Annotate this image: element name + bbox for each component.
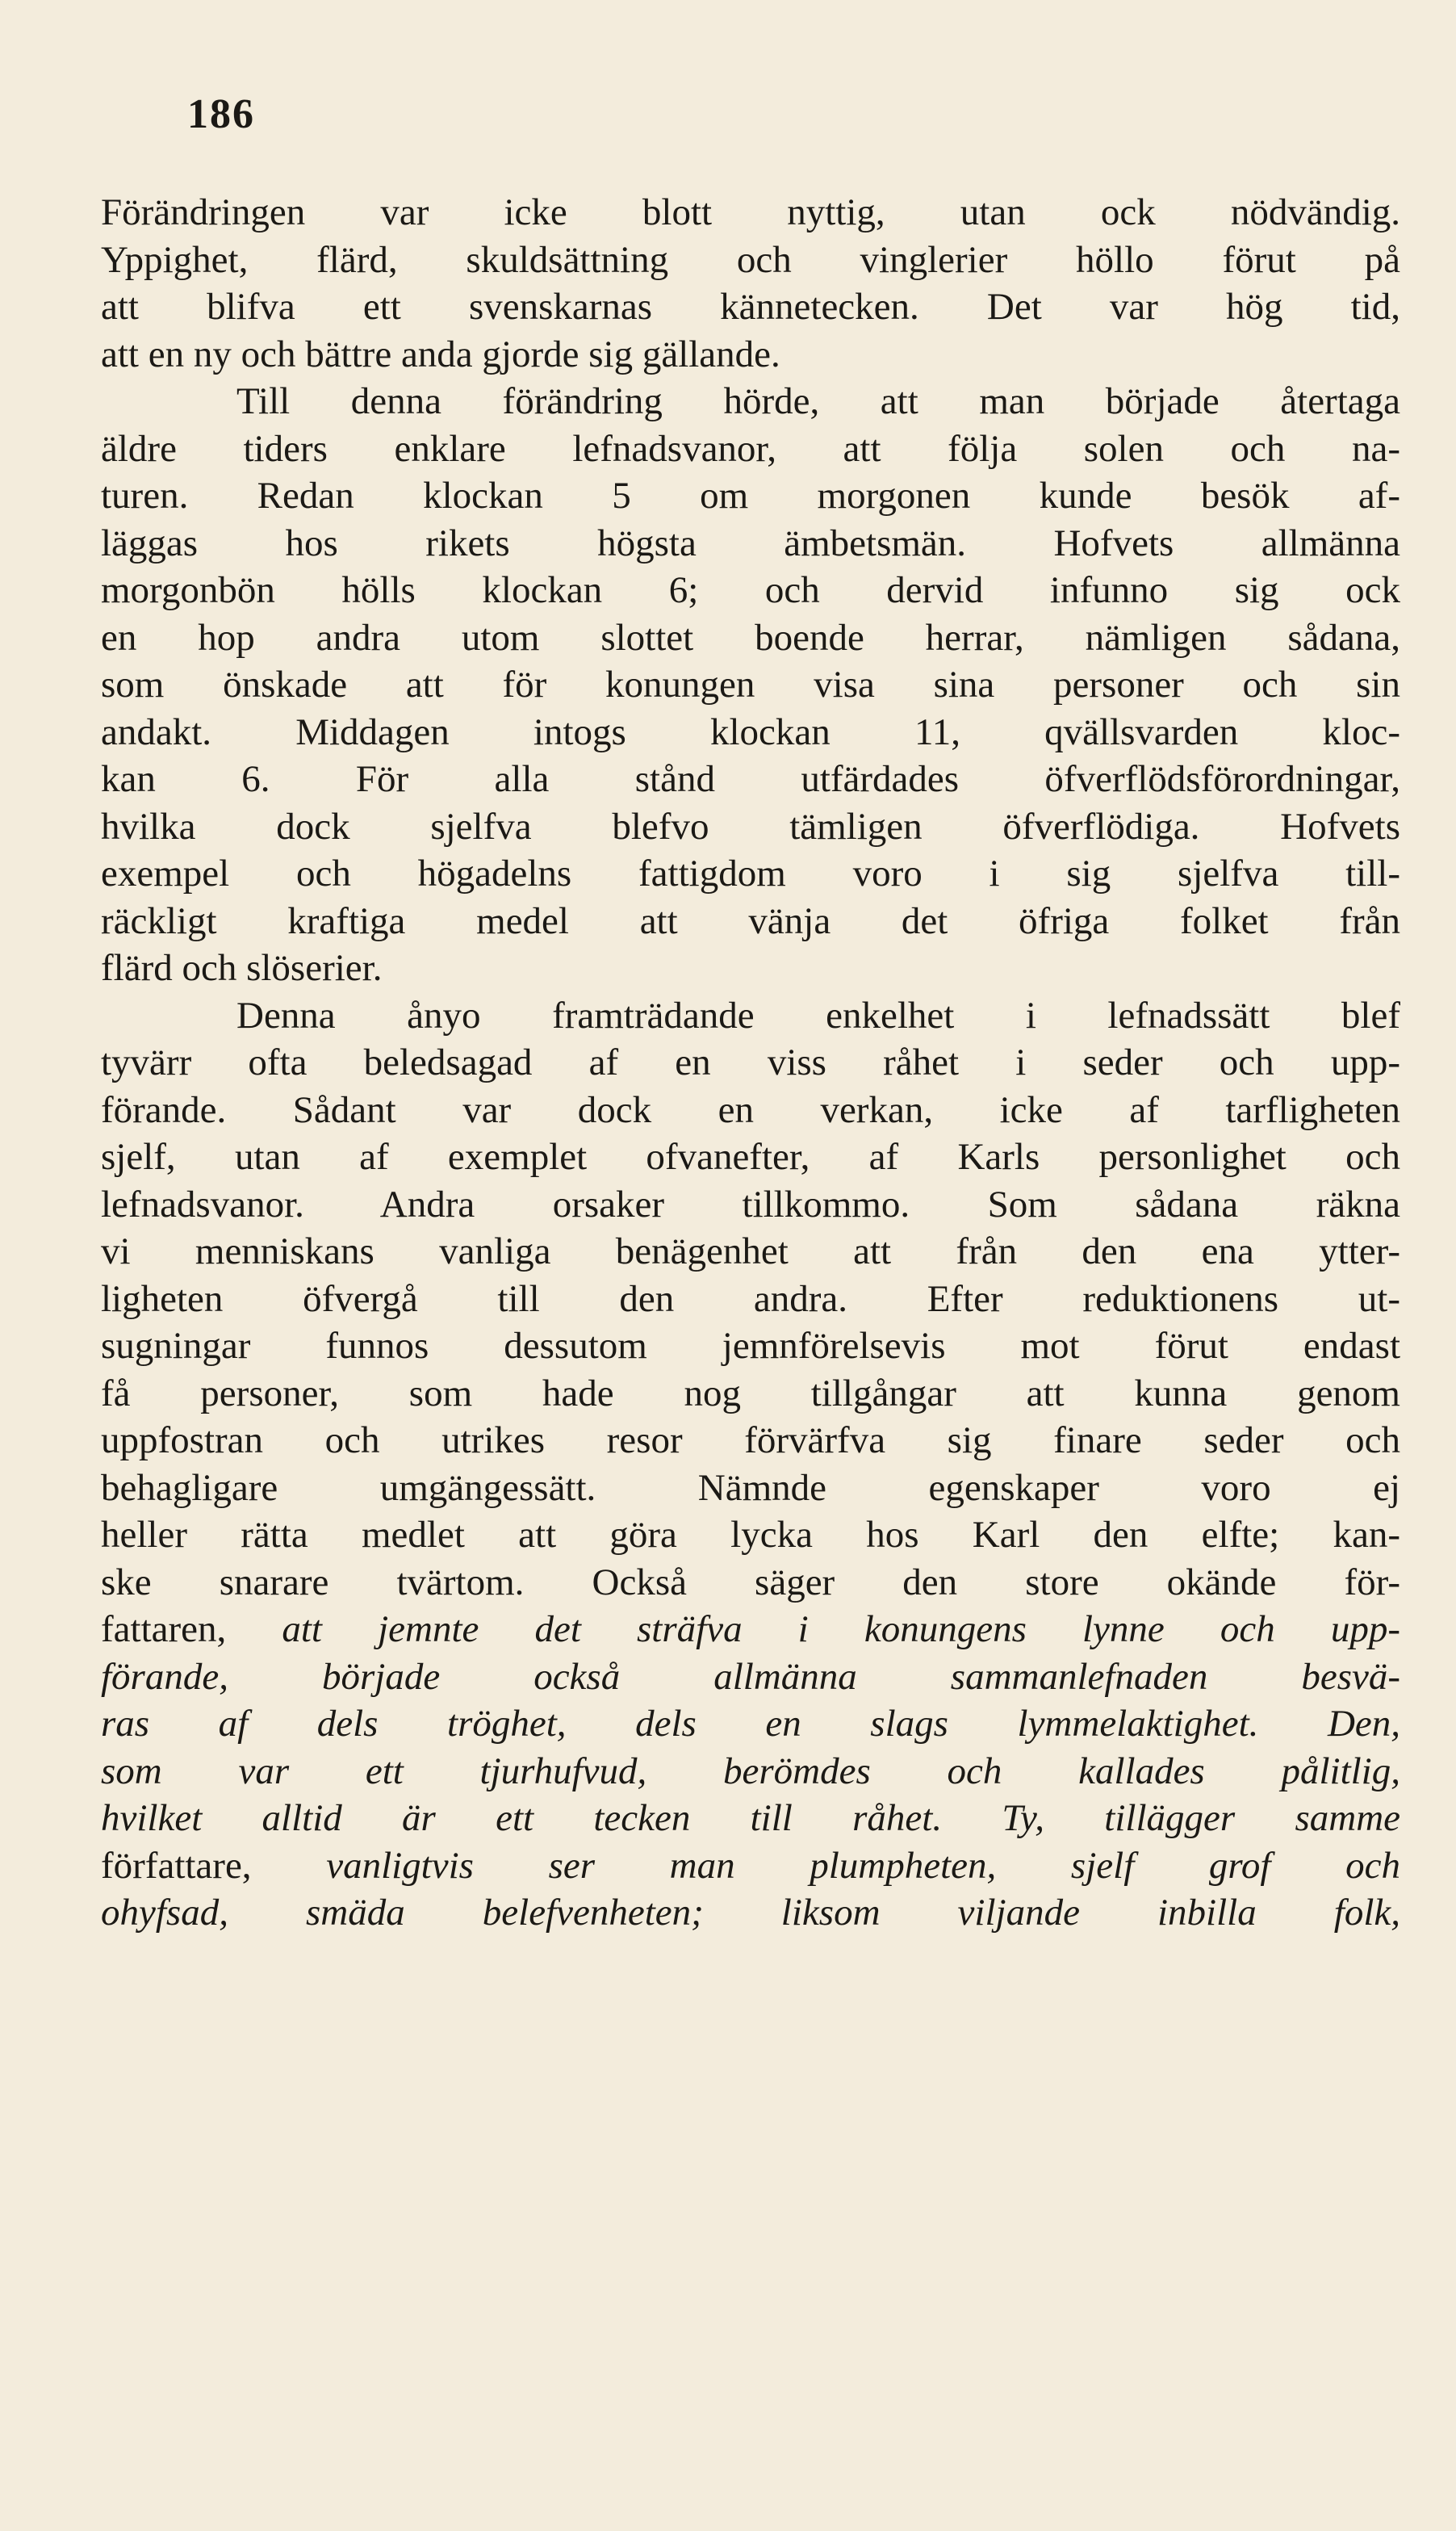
text-line: äldre tiders enklare lefnadsvanor, att följa solen och na- [101, 427, 1400, 470]
body-text [101, 189, 1400, 1937]
text-line: hvilka dock sjelfva blefvo tämligen öfverflödiga. Hofvets [101, 805, 1400, 848]
page-number: 186 [187, 91, 255, 137]
text-line: ligheten öfvergå till den andra. Efter reduktionens ut- [101, 1277, 1400, 1320]
text-line: en hop andra utom slottet boende herrar, nämligen sådana, [101, 616, 1400, 659]
text-line: att en ny och bättre anda gjorde sig gällande. [101, 333, 780, 375]
text-line: tyvärr ofta beledsagad af en viss råhet i seder och upp- [101, 1041, 1400, 1083]
text-line: Förändringen var icke blott nyttig, utan ock nödvändig. [101, 191, 1400, 233]
text-line: exempel och högadelns fattigdom voro i sig sjelfva till- [101, 853, 1400, 895]
text-line: att blifva ett svenskarnas kännetecken. Det var hög tid, [101, 286, 1400, 328]
line-normal-part: författare, [101, 1844, 327, 1887]
text-line: sjelf, utan af exemplet ofvanefter, af Karls personlighet och [101, 1136, 1400, 1178]
text-line-italic: som var ett tjurhufvud, berömdes och kallades pålitlig, [101, 1749, 1400, 1792]
text-line-italic: hvilket alltid är ett tecken till råhet. Ty, tillägger samme [101, 1797, 1400, 1839]
line-normal-part: fattaren, [101, 1608, 282, 1650]
text-line-italic: ohyfsad, smäda belefvenheten; liksom viljande inbilla folk, [101, 1892, 1400, 1934]
text-line: andakt. Middagen intogs klockan 11, qvällsvarden kloc- [101, 710, 1400, 753]
text-line: ske snarare tvärtom. Också säger den store okände för- [101, 1561, 1400, 1603]
text-line: morgonbön hölls klockan 6; och dervid infunno sig ock [101, 569, 1400, 611]
text-line: kan 6. För alla stånd utfärdades öfverflödsförordningar, [101, 758, 1400, 800]
text-line: som önskade att för konungen visa sina personer och sin [101, 664, 1400, 706]
text-line: flärd och slöserier. [101, 947, 383, 989]
text-line: Yppighet, flärd, skuldsättning och vinglerier höllo förut på [101, 238, 1400, 281]
text-line-italic: ras af dels tröghet, dels en slags lymmelaktighet. Den, [101, 1703, 1400, 1745]
text-line: behagligare umgängessätt. Nämnde egenskaper voro ej [101, 1466, 1400, 1509]
text-line: läggas hos rikets högsta ämbetsmän. Hofvets allmänna [101, 522, 1400, 564]
line-italic-part: att jemnte det sträfva i konungens lynne och upp- [282, 1608, 1400, 1650]
text-line: förande. Sådant var dock en verkan, icke af tarfligheten [101, 1088, 1400, 1131]
line-italic-part: vanligtvis ser man plumpheten, sjelf grof och [326, 1844, 1400, 1887]
text-line: få personer, som hade nog tillgångar att kunna genom [101, 1372, 1400, 1414]
text-line-mixed [101, 1842, 1400, 1890]
text-line: räckligt kraftiga medel att vänja det öfriga folket från [101, 899, 1400, 942]
text-line: lefnadsvanor. Andra orsaker tillkommo. Som sådana räkna [101, 1183, 1400, 1226]
text-line: uppfostran och utrikes resor förvärfva sig finare seder och [101, 1419, 1400, 1461]
text-line: vi menniskans vanliga benägenhet att från den ena ytter- [101, 1230, 1400, 1272]
text-line-mixed [101, 1606, 1400, 1653]
text-line: sugningar funnos dessutom jemnförelsevis mot förut endast [101, 1325, 1400, 1367]
text-line-italic: förande, började också allmänna sammanlefnaden besvä- [101, 1655, 1400, 1698]
text-line: heller rätta medlet att göra lycka hos Karl den elfte; kan- [101, 1514, 1400, 1556]
paragraph-start-line: Till denna förändring hörde, att man började återtaga [236, 380, 1400, 422]
paragraph-start-line: Denna ånyo framträdande enkelhet i lefnadssätt blef [236, 994, 1400, 1037]
text-line: turen. Redan klockan 5 om morgonen kunde besök af- [101, 475, 1400, 517]
